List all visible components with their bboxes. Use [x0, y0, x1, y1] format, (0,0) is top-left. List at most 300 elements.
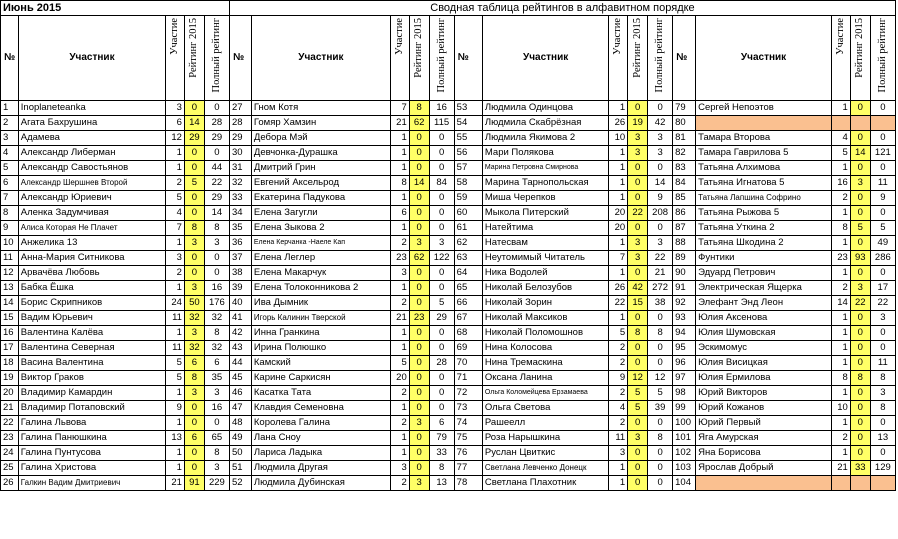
row-number: 35: [229, 220, 251, 235]
rating-2015: 0: [850, 385, 870, 400]
participant-name: Марина Петровна Смирнова: [482, 160, 608, 175]
participation-count: 5: [166, 190, 185, 205]
full-rating: 13: [870, 430, 895, 445]
participation-count: 7: [609, 250, 628, 265]
rating-2015: 0: [628, 310, 648, 325]
participation-count: 1: [609, 160, 628, 175]
full-rating: 39: [648, 400, 673, 415]
rating-2015: 8: [850, 370, 870, 385]
rating-2015: 0: [184, 250, 204, 265]
rating-2015: 0: [409, 325, 429, 340]
participant-name: Дмитрий Грин: [251, 160, 390, 175]
header-full-rating: [648, 16, 673, 101]
rating-2015: 0: [850, 235, 870, 250]
full-rating: 3: [870, 385, 895, 400]
row-number: 72: [454, 385, 482, 400]
rating-2015: 0: [628, 460, 648, 475]
participant-name: Галина Пунтусова: [18, 445, 165, 460]
participation-count: 5: [166, 355, 185, 370]
ratings-body: [1, 1, 896, 491]
rating-2015: 5: [850, 220, 870, 235]
participant-name: Владимир Потаповский: [18, 400, 165, 415]
row-number: 33: [229, 190, 251, 205]
full-rating: 0: [870, 100, 895, 115]
header-full-rating: [429, 16, 454, 101]
participation-count: 1: [609, 175, 628, 190]
table-row: [1, 310, 896, 325]
participation-count: 2: [832, 190, 851, 205]
row-number: 16: [1, 325, 19, 340]
participation-count: 1: [832, 265, 851, 280]
participant-name: Марина Тарнопольская: [482, 175, 608, 190]
participation-count: 2: [390, 415, 409, 430]
full-rating: 33: [429, 445, 454, 460]
participant-name: Николай Поломошнов: [482, 325, 608, 340]
row-number: 73: [454, 400, 482, 415]
header-rating-2015: [850, 16, 870, 101]
row-number: 71: [454, 370, 482, 385]
row-number: 63: [454, 250, 482, 265]
rating-2015: 91: [184, 475, 204, 490]
rating-2015: 0: [850, 430, 870, 445]
rating-2015: 29: [184, 130, 204, 145]
full-rating: 0: [429, 370, 454, 385]
rating-2015: 0: [409, 340, 429, 355]
rating-2015: 0: [850, 130, 870, 145]
participation-count: 1: [832, 445, 851, 460]
row-number: 28: [229, 115, 251, 130]
full-rating: 14: [204, 205, 229, 220]
participation-count: 1: [832, 235, 851, 250]
rating-2015: 0: [409, 220, 429, 235]
full-rating: 0: [204, 250, 229, 265]
row-number: 60: [454, 205, 482, 220]
row-number: 36: [229, 235, 251, 250]
participation-count: 2: [390, 475, 409, 490]
full-rating: 0: [204, 415, 229, 430]
header-rating-2015: [184, 16, 204, 101]
rating-2015: 3: [409, 235, 429, 250]
row-number: 3: [1, 130, 19, 145]
participant-name: Юрий Кожанов: [696, 400, 832, 415]
participant-name: Николай Белозубов: [482, 280, 608, 295]
full-rating: 5: [648, 385, 673, 400]
participant-name: Людмила Другая: [251, 460, 390, 475]
header-num: №: [1, 16, 19, 101]
header-num: №: [454, 16, 482, 101]
rating-2015: 0: [628, 265, 648, 280]
participant-name: Анна-Мария Ситникова: [18, 250, 165, 265]
participation-count: 1: [390, 190, 409, 205]
full-rating: 5: [870, 220, 895, 235]
table-row: [1, 415, 896, 430]
participant-name: Эскимомус: [696, 340, 832, 355]
full-rating: 129: [870, 460, 895, 475]
full-rating: 0: [870, 160, 895, 175]
row-number: 65: [454, 280, 482, 295]
row-number: 64: [454, 265, 482, 280]
table-row: [1, 355, 896, 370]
table-row: [1, 265, 896, 280]
row-number: 14: [1, 295, 19, 310]
header-rating-2015-text: Рейтинг 2015: [631, 18, 643, 78]
participant-name: Елена Макарчук: [251, 265, 390, 280]
full-rating: 229: [204, 475, 229, 490]
participant-name: Галина Львова: [18, 415, 165, 430]
full-rating: [870, 475, 895, 490]
header-participation: [832, 16, 851, 101]
full-rating: 0: [648, 460, 673, 475]
participant-name: Екатерина Падукова: [251, 190, 390, 205]
table-row: [1, 280, 896, 295]
row-number: 54: [454, 115, 482, 130]
participation-count: 7: [166, 220, 185, 235]
participant-name: Александр Либерман: [18, 145, 165, 160]
participant-name: Игорь Калинин Тверской: [251, 310, 390, 325]
participation-count: 1: [390, 325, 409, 340]
participation-count: 8: [390, 175, 409, 190]
participant-name: Елена Леглер: [251, 250, 390, 265]
row-number: 37: [229, 250, 251, 265]
participant-name: Васина Валентина: [18, 355, 165, 370]
participant-name: Бабка Ёшка: [18, 280, 165, 295]
row-number: 53: [454, 100, 482, 115]
full-rating: 35: [204, 370, 229, 385]
full-rating: 8: [204, 445, 229, 460]
participant-name: Мыкола Питерский: [482, 205, 608, 220]
table-row: [1, 235, 896, 250]
participation-count: 1: [390, 340, 409, 355]
participation-count: 1: [390, 145, 409, 160]
participation-count: 3: [390, 265, 409, 280]
participation-count: 1: [166, 415, 185, 430]
participant-name: Галкин Вадим Дмитриевич: [18, 475, 165, 490]
row-number: 9: [1, 220, 19, 235]
rating-2015: 8: [184, 220, 204, 235]
rating-2015: 0: [850, 190, 870, 205]
rating-2015: 3: [850, 175, 870, 190]
participation-count: 1: [609, 190, 628, 205]
row-number: 11: [1, 250, 19, 265]
participation-count: 23: [832, 250, 851, 265]
rating-2015: [850, 475, 870, 490]
row-number: 8: [1, 205, 19, 220]
participation-count: 1: [832, 355, 851, 370]
rating-2015: 3: [628, 130, 648, 145]
rating-2015: 0: [409, 205, 429, 220]
rating-2015: 0: [850, 325, 870, 340]
row-number: 47: [229, 400, 251, 415]
participation-count: 21: [390, 115, 409, 130]
rating-2015: 0: [184, 190, 204, 205]
participant-name: Агата Бахрушина: [18, 115, 165, 130]
participant-name: Королева Галина: [251, 415, 390, 430]
participant-name: Людмила Якимова 2: [482, 130, 608, 145]
participation-count: 1: [832, 205, 851, 220]
participation-count: 1: [832, 385, 851, 400]
participant-name: Елена Толоконникова 2: [251, 280, 390, 295]
full-rating: 0: [429, 325, 454, 340]
rating-2015: 0: [184, 205, 204, 220]
table-row: [1, 145, 896, 160]
rating-2015: 0: [628, 340, 648, 355]
full-rating: 8: [648, 430, 673, 445]
rating-2015: 6: [184, 355, 204, 370]
header-participation: [609, 16, 628, 101]
full-rating: 12: [648, 370, 673, 385]
row-number: 88: [673, 235, 696, 250]
header-participation-text: Участие: [612, 18, 624, 55]
rating-2015: 0: [850, 355, 870, 370]
row-number: 26: [1, 475, 19, 490]
participation-count: 2: [390, 385, 409, 400]
participant-name: Гомяр Хамзин: [251, 115, 390, 130]
participant-name: Карине Саркисян: [251, 370, 390, 385]
participation-count: 3: [166, 250, 185, 265]
row-number: 68: [454, 325, 482, 340]
participant-name: Татьяна Рыжова 5: [696, 205, 832, 220]
rating-2015: 3: [850, 280, 870, 295]
participant-name: Яга Амурская: [696, 430, 832, 445]
participation-count: [832, 475, 851, 490]
participant-name: Камский: [251, 355, 390, 370]
participant-name: Татьяна Алхимова: [696, 160, 832, 175]
participation-count: 11: [609, 430, 628, 445]
participant-name: Елена Загугли: [251, 205, 390, 220]
row-number: 80: [673, 115, 696, 130]
rating-2015: 0: [184, 265, 204, 280]
full-rating: 44: [204, 160, 229, 175]
row-number: 30: [229, 145, 251, 160]
row-number: 74: [454, 415, 482, 430]
rating-2015: 0: [850, 265, 870, 280]
header-participation: [390, 16, 409, 101]
participation-count: 1: [832, 325, 851, 340]
full-rating: 5: [429, 295, 454, 310]
rating-2015: [850, 115, 870, 130]
participation-count: 5: [609, 325, 628, 340]
rating-2015: 0: [409, 445, 429, 460]
full-rating: 0: [648, 445, 673, 460]
full-rating: 0: [648, 100, 673, 115]
participation-count: 1: [832, 340, 851, 355]
header-participation: [166, 16, 185, 101]
table-row: [1, 250, 896, 265]
participation-count: 5: [166, 370, 185, 385]
row-number: 96: [673, 355, 696, 370]
participation-count: 1: [609, 145, 628, 160]
row-number: 93: [673, 310, 696, 325]
rating-2015: 0: [409, 190, 429, 205]
participant-name: Инна Гранкина: [251, 325, 390, 340]
participant-name: Нина Тремаскина: [482, 355, 608, 370]
full-rating: 32: [204, 340, 229, 355]
header-participation-text: Участие: [393, 18, 405, 55]
header-full-rating-text: Полный рейтинг: [654, 18, 666, 93]
full-rating: 49: [870, 235, 895, 250]
participation-count: 9: [609, 370, 628, 385]
rating-2015: 62: [409, 115, 429, 130]
participation-count: 10: [609, 130, 628, 145]
participant-name: Натесвам: [482, 235, 608, 250]
full-rating: 0: [870, 205, 895, 220]
participant-name: Ярослав Добрый: [696, 460, 832, 475]
participation-count: 13: [166, 430, 185, 445]
row-number: 75: [454, 430, 482, 445]
rating-2015: 0: [409, 460, 429, 475]
participant-name: Александр Шершнев Второй: [18, 175, 165, 190]
rating-2015: 0: [628, 175, 648, 190]
row-number: 20: [1, 385, 19, 400]
participation-count: 3: [390, 460, 409, 475]
rating-2015: 0: [850, 400, 870, 415]
full-rating: 0: [648, 160, 673, 175]
full-rating: 0: [429, 220, 454, 235]
participation-count: 1: [609, 310, 628, 325]
month-title: Июнь 2015: [1, 1, 230, 16]
full-rating: [870, 115, 895, 130]
full-rating: 0: [429, 280, 454, 295]
row-number: 81: [673, 130, 696, 145]
rating-2015: 0: [628, 220, 648, 235]
row-number: 103: [673, 460, 696, 475]
row-number: 52: [229, 475, 251, 490]
full-rating: 0: [870, 265, 895, 280]
full-rating: 22: [204, 175, 229, 190]
participant-name: Фунтики: [696, 250, 832, 265]
participant-name: Нина Колосова: [482, 340, 608, 355]
table-row: [1, 460, 896, 475]
rating-2015: 0: [850, 445, 870, 460]
row-number: 100: [673, 415, 696, 430]
participation-count: 26: [609, 115, 628, 130]
participation-count: 8: [832, 220, 851, 235]
header-participation-text: Участие: [169, 18, 181, 55]
rating-2015: 0: [628, 475, 648, 490]
participant-name: Татьяна Лапшина Софрино: [696, 190, 832, 205]
row-number: 94: [673, 325, 696, 340]
participant-name: Людмила Дубинская: [251, 475, 390, 490]
row-number: 102: [673, 445, 696, 460]
full-rating: 0: [648, 355, 673, 370]
rating-2015: 0: [850, 160, 870, 175]
participation-count: 8: [832, 370, 851, 385]
full-rating: 0: [204, 145, 229, 160]
row-number: 86: [673, 205, 696, 220]
rating-2015: 22: [628, 205, 648, 220]
row-number: 78: [454, 475, 482, 490]
participation-count: 20: [609, 205, 628, 220]
participant-name: Елена Зыкова 2: [251, 220, 390, 235]
row-number: 40: [229, 295, 251, 310]
rating-2015: 3: [184, 325, 204, 340]
row-number: 43: [229, 340, 251, 355]
participant-name: [696, 475, 832, 490]
table-row: [1, 220, 896, 235]
full-rating: 3: [204, 385, 229, 400]
header-rating-2015: [409, 16, 429, 101]
participant-name: Электрическая Ящерка: [696, 280, 832, 295]
full-rating: 0: [429, 130, 454, 145]
table-row: [1, 400, 896, 415]
row-number: 25: [1, 460, 19, 475]
participant-name: Юрий Викторов: [696, 385, 832, 400]
full-rating: 0: [429, 340, 454, 355]
header-participant: Участник: [696, 16, 832, 101]
full-rating: 8: [870, 400, 895, 415]
rating-2015: 8: [409, 100, 429, 115]
participant-name: Юлия Аксенова: [696, 310, 832, 325]
full-rating: 3: [870, 310, 895, 325]
row-number: 34: [229, 205, 251, 220]
row-number: 92: [673, 295, 696, 310]
table-row: [1, 190, 896, 205]
row-number: 5: [1, 160, 19, 175]
participant-name: Юлия Шумовская: [696, 325, 832, 340]
participation-count: 4: [609, 400, 628, 415]
full-rating: 3: [648, 235, 673, 250]
participant-name: Виктор Граков: [18, 370, 165, 385]
rating-2015: 0: [409, 265, 429, 280]
participation-count: 10: [832, 400, 851, 415]
rating-2015: 0: [409, 280, 429, 295]
participation-count: 3: [166, 100, 185, 115]
participant-name: Владимир Камардин: [18, 385, 165, 400]
full-rating: 3: [204, 235, 229, 250]
participation-count: 1: [609, 235, 628, 250]
row-number: 55: [454, 130, 482, 145]
rating-2015: 0: [184, 415, 204, 430]
participation-count: 1: [390, 160, 409, 175]
participant-name: Inoplaneteanka: [18, 100, 165, 115]
full-rating: 6: [204, 355, 229, 370]
full-rating: 0: [648, 340, 673, 355]
row-number: 58: [454, 175, 482, 190]
participant-name: Арвачёва Любовь: [18, 265, 165, 280]
rating-2015: 3: [628, 145, 648, 160]
header-participation-text: Участие: [834, 18, 846, 55]
row-number: 21: [1, 400, 19, 415]
rating-2015: 0: [409, 295, 429, 310]
participant-name: Дебора Мэй: [251, 130, 390, 145]
full-rating: 0: [648, 310, 673, 325]
rating-2015: 6: [184, 430, 204, 445]
row-number: 13: [1, 280, 19, 295]
row-number: 50: [229, 445, 251, 460]
participation-count: 2: [609, 355, 628, 370]
row-number: 39: [229, 280, 251, 295]
full-rating: 0: [429, 385, 454, 400]
header-row: [1, 16, 896, 101]
full-rating: 9: [648, 190, 673, 205]
participant-name: Тамара Второва: [696, 130, 832, 145]
participation-count: 5: [390, 355, 409, 370]
participation-count: 2: [609, 340, 628, 355]
full-rating: 0: [870, 325, 895, 340]
participant-name: Валентина Калёва: [18, 325, 165, 340]
rating-2015: 50: [184, 295, 204, 310]
rating-2015: 5: [628, 385, 648, 400]
participation-count: 9: [166, 400, 185, 415]
participant-name: Татьяна Шкодина 2: [696, 235, 832, 250]
header-num: №: [673, 16, 696, 101]
full-rating: 3: [204, 460, 229, 475]
participation-count: 14: [832, 295, 851, 310]
rating-2015: 15: [628, 295, 648, 310]
rating-2015: 32: [184, 310, 204, 325]
rating-2015: 0: [184, 100, 204, 115]
rating-2015: 0: [628, 160, 648, 175]
